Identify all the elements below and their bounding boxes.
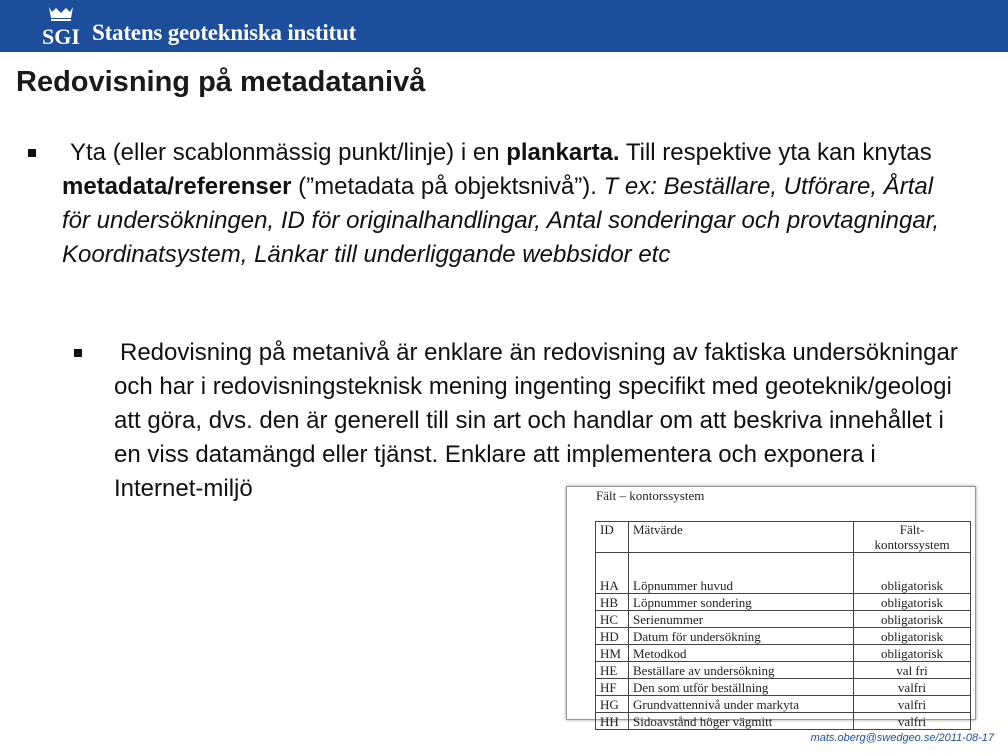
cell-id: HB xyxy=(596,594,629,611)
cell-id: HH xyxy=(596,713,629,730)
table-row xyxy=(596,662,971,679)
table-row xyxy=(596,594,971,611)
table-row xyxy=(596,611,971,628)
cell-req: obligatorisk xyxy=(854,645,971,662)
bullet1-text-2: Till respektive yta kan knytas xyxy=(619,139,932,166)
cell-id: HE xyxy=(596,662,629,679)
header-req: Fält- kontorssystem xyxy=(854,522,971,553)
table-row xyxy=(596,628,971,645)
table-row xyxy=(596,696,971,713)
bullet1-italic: T ex: Beställare, Utförare, Årtal för undersökningen, ID för originalhandlingar, Antal sonderingar och provtagningar, Koordinatsystem, Länkar till underliggande webbsidor etc xyxy=(62,173,940,268)
bullet1-bold-2: metadata/referenser xyxy=(62,173,292,200)
header-name: Mätvärde xyxy=(629,522,854,553)
cell-req: valfri xyxy=(854,713,971,730)
cell-name: Metodkod xyxy=(629,645,854,662)
metadata-table xyxy=(595,521,971,730)
bullet-item-2 xyxy=(114,336,964,506)
cell-req: obligatorisk xyxy=(854,628,971,645)
cell-name: Löpnummer sondering xyxy=(629,594,854,611)
cell-name: Sidoavstånd höger vägmitt xyxy=(629,713,854,730)
bullet-marker xyxy=(74,349,82,357)
cell-name: Datum för undersökning xyxy=(629,628,854,645)
logo-text: SGI xyxy=(42,24,80,49)
cell-name: Beställare av undersökning xyxy=(629,662,854,679)
table-row xyxy=(596,679,971,696)
cell-id: HC xyxy=(596,611,629,628)
cell-id: HG xyxy=(596,696,629,713)
header-title: Statens geotekniska institut xyxy=(92,20,357,45)
cell-name: Den som utför beställning xyxy=(629,679,854,696)
cell-id: HA xyxy=(596,553,629,594)
cell-req: obligatorisk xyxy=(854,553,971,594)
table-header-row xyxy=(596,522,971,553)
table-image xyxy=(566,486,976,729)
bullet1-bold-1: plankarta. xyxy=(506,139,620,166)
page-title: Redovisning på metadatanivå xyxy=(16,66,426,98)
cell-name: Grundvattennivå under markyta xyxy=(629,696,854,713)
header-bar xyxy=(0,0,1008,52)
footer-credit: mats.oberg@swedgeo.se/2011-08-17 xyxy=(810,732,994,744)
table-row xyxy=(596,713,971,730)
table-row xyxy=(596,645,971,662)
cell-id: HF xyxy=(596,679,629,696)
cell-req: obligatorisk xyxy=(854,611,971,628)
bullet-item-1 xyxy=(62,136,962,272)
cell-name: Serienummer xyxy=(629,611,854,628)
cell-id: HM xyxy=(596,645,629,662)
bullet1-text-3: (”metadata på objektsnivå”). xyxy=(291,173,604,200)
bullet-marker xyxy=(28,149,36,157)
cell-req: val fri xyxy=(854,662,971,679)
header-id: ID xyxy=(596,522,629,553)
cell-req: obligatorisk xyxy=(854,594,971,611)
cell-req: valfri xyxy=(854,696,971,713)
cell-name: Löpnummer huvud xyxy=(629,553,854,594)
table-title: Fält – kontorssystem xyxy=(596,488,705,503)
bullet1-text-1: Yta (eller scablonmässig punkt/linje) i en xyxy=(70,139,507,166)
cell-req: valfri xyxy=(854,679,971,696)
bullet2-text: Redovisning på metanivå är enklare än redovisning av faktiska undersökningar och har i redovisningsteknisk mening ingenting specifikt med geoteknik/geologi att göra, dvs. den är generell till sin art och handlar om att beskriva innehållet i en viss datamängd eller tjänst. Enklare att implementera och exponera i Internet-miljö xyxy=(114,339,958,502)
table-row xyxy=(596,553,971,594)
sgi-logo xyxy=(36,4,86,50)
cell-id: HD xyxy=(596,628,629,645)
